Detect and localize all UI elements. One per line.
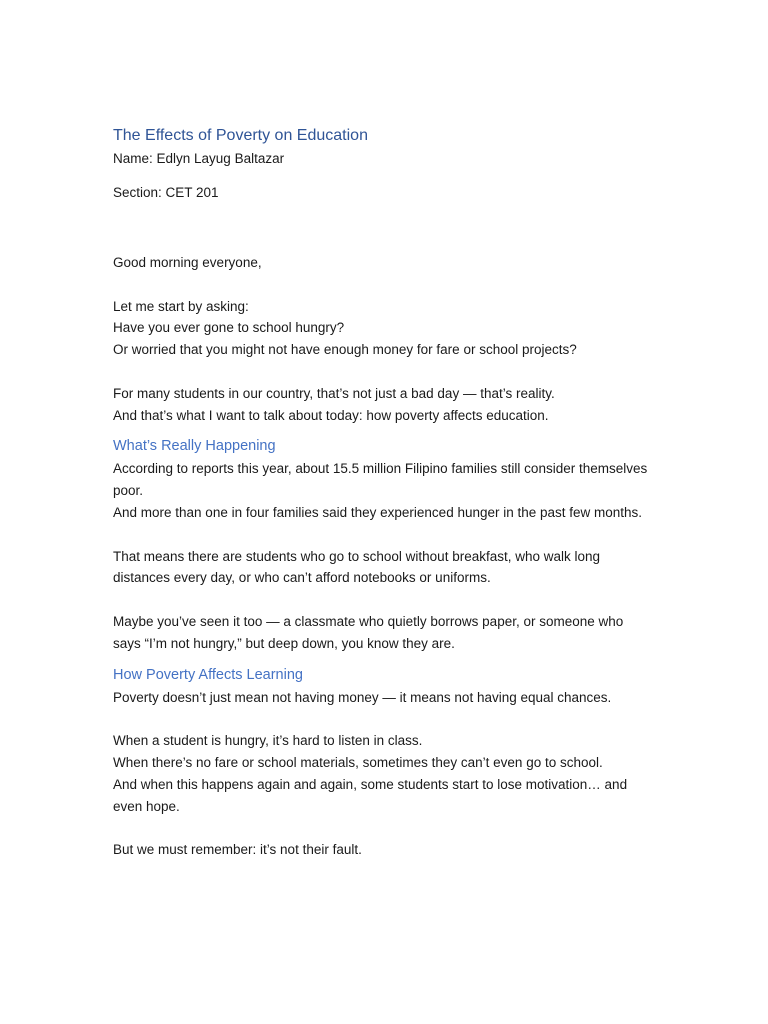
body-paragraph: When there’s no fare or school materials, sometimes they can’t even go to school. [113,754,603,770]
body-paragraph: And when this happens again and again, some students start to lose motivation… and even hope. [113,776,628,814]
document-page [113,124,653,861]
section-heading-learning: How Poverty Affects Learning [113,666,303,683]
body-paragraph: Poverty doesn’t just mean not having money — it means not having equal chances. [113,689,612,705]
body-paragraph: And more than one in four families said they experienced hunger in the past few months. [113,504,643,520]
reality-line: And that’s what I want to talk about today: how poverty affects education. [113,407,549,423]
reality-line: For many students in our country, that’s not just a bad day — that’s reality. [113,385,555,401]
intro-line: Let me start by asking: [113,298,249,314]
intro-line: Have you ever gone to school hungry? [113,320,345,336]
intro-line: Or worried that you might not have enough money for fare or school projects? [113,342,577,358]
body-paragraph: When a student is hungry, it’s hard to listen in class. [113,733,423,749]
section-heading-happening: What’s Really Happening [113,438,276,455]
section-info: Section: CET 201 [113,185,219,200]
body-paragraph: Maybe you’ve seen it too — a classmate who quietly borrows paper, or someone who says “I’m not hungry,” but deep down, you know they are. [113,613,624,651]
greeting: Good morning everyone, [113,255,262,270]
author-name: Name: Edlyn Layug Baltazar [113,151,285,166]
body-paragraph: That means there are students who go to school without breakfast, who walk long distances every day, or who can’t afford notebooks or uniforms. [113,548,601,586]
document-title: The Effects of Poverty on Education [113,127,368,144]
body-paragraph: According to reports this year, about 15.5 million Filipino families still consider themselves poor. [113,461,648,499]
body-paragraph: But we must remember: it’s not their fault. [113,842,362,858]
